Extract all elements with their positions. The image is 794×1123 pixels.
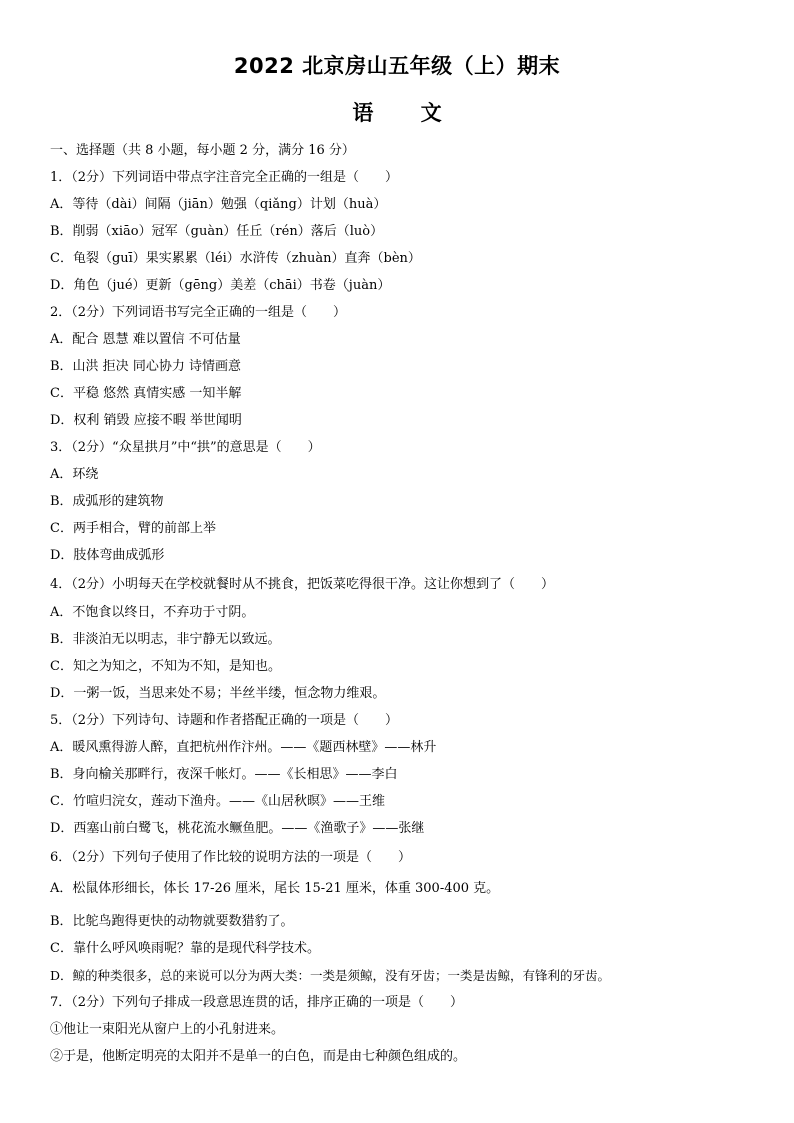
- q2-option-b: B．山洪 拒决 同心协力 诗情画意: [50, 359, 241, 374]
- q2-option-a: A．配合 恩慧 难以置信 不可估量: [50, 332, 241, 347]
- subject-heading: 语 文: [352, 101, 442, 125]
- question-4: 4．（2分）小明每天在学校就餐时从不挑食，把饭菜吃得很干净。这让你想到了（ ）: [50, 577, 555, 592]
- q6-option-b: B．比鸵鸟跑得更快的动物就要数猎豹了。: [50, 914, 294, 929]
- q3-option-b: B．成弧形的建筑物: [50, 494, 164, 509]
- section-heading: 一、选择题（共 8 小题，每小题 2 分，满分 16 分）: [50, 143, 355, 158]
- q6-option-c: C．靠什么呼风唤雨呢？靠的是现代科学技术。: [50, 941, 320, 956]
- q7-sentence-2: ②于是，他断定明亮的太阳并不是单一的白色，而是由七种颜色组成的。: [50, 1049, 467, 1064]
- q3-option-c: C．两手相合，臂的前部上举: [50, 521, 216, 536]
- page-title: 2022 北京房山五年级（上）期末: [233, 54, 561, 78]
- q7-sentence-1: ①他让一束阳光从窗户上的小孔射进来。: [50, 1022, 285, 1037]
- q6-option-d: D．鲸的种类很多，总的来说可以分为两大类：一类是须鲸，没有牙齿；一类是齿鲸，有锋利的牙齿。: [50, 968, 611, 983]
- q1-option-a: A．等待（dài）间隔（jiān）勉强（qiǎng）计划（huà）: [50, 197, 387, 212]
- q2-option-d: D．权利 销毁 应接不暇 举世闻明: [50, 413, 242, 428]
- question-6: 6．（2分）下列句子使用了作比较的说明方法的一项是（ ）: [50, 850, 412, 865]
- q4-option-d: D．一粥一饭，当思来处不易；半丝半缕，恒念物力维艰。: [50, 686, 386, 701]
- q6-option-a: A．松鼠体形细长，体长 17-26 厘米，尾长 15-21 厘米，体重 300-400 克。: [50, 881, 500, 896]
- q1-option-d: D．角色（jué）更新（gēng）美差（chāi）书卷（juàn）: [50, 278, 391, 293]
- q4-option-b: B．非淡泊无以明志，非宁静无以致远。: [50, 632, 281, 647]
- question-7: 7．（2分）下列句子排成一段意思连贯的话，排序正确的一项是（ ）: [50, 995, 464, 1010]
- q5-option-b: B．身向榆关那畔行，夜深千帐灯。——《长相思》——李白: [50, 767, 398, 782]
- q1-option-b: B．削弱（xiāo）冠军（guàn）任丘（rén）落后（luò）: [50, 224, 384, 239]
- q4-option-c: C．知之为知之，不知为不知，是知也。: [50, 659, 281, 674]
- q3-option-d: D．肢体弯曲成弧形: [50, 548, 165, 563]
- q5-option-a: A．暖风熏得游人醉，直把杭州作汴州。——《题西林壁》——林升: [50, 740, 437, 755]
- question-1: 1．（2分）下列词语中带点字注音完全正确的一组是（ ）: [50, 170, 399, 185]
- q4-option-a: A．不饱食以终日，不弃功于寸阴。: [50, 605, 255, 620]
- q2-option-c: C．平稳 悠然 真情实感 一知半解: [50, 386, 242, 401]
- q5-option-c: C．竹喧归浣女，莲动下渔舟。——《山居秋暝》——王维: [50, 794, 385, 809]
- q5-option-d: D．西塞山前白鹭飞，桃花流水鳜鱼肥。——《渔歌子》——张继: [50, 821, 425, 836]
- question-2: 2．（2分）下列词语书写完全正确的一组是（ ）: [50, 305, 347, 320]
- question-5: 5．（2分）下列诗句、诗题和作者搭配正确的一项是（ ）: [50, 713, 399, 728]
- q1-option-c: C．龟裂（guī）果实累累（léi）水浒传（zhuàn）直奔（bèn）: [50, 251, 421, 266]
- q3-option-a: A．环绕: [50, 467, 99, 482]
- question-3: 3．（2分）“众星拱月”中“拱”的意思是（ ）: [50, 440, 321, 455]
